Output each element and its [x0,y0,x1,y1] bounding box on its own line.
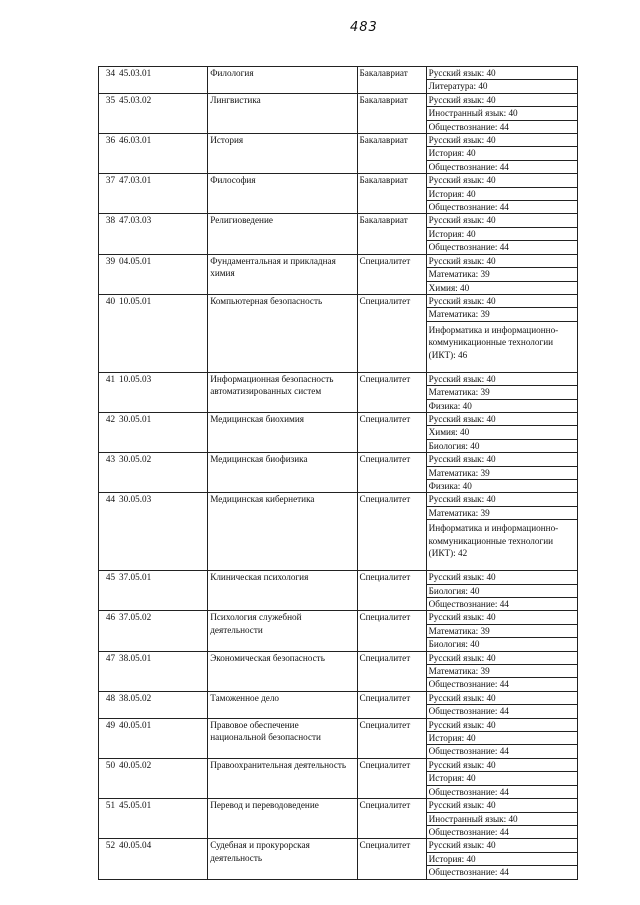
table-row [99,718,578,731]
program-code: 47.03.01 [117,174,208,214]
exam-subject: Русский язык: 40 [426,134,577,147]
row-number: 35 [99,93,118,133]
table-row [99,372,578,385]
program-code: 10.05.01 [117,294,208,372]
exam-subject: Математика: 39 [426,386,577,399]
table-row [99,67,578,80]
table-row [99,412,578,425]
table-row [99,691,578,704]
education-level: Бакалавриат [357,174,426,214]
education-level: Специалитет [357,839,426,879]
row-number: 46 [99,611,118,651]
exam-subject: Обществознание: 44 [426,160,577,173]
table-row [99,571,578,584]
program-name: Психология служебной деятельности [208,611,357,651]
exam-subject: Русский язык: 40 [426,611,577,624]
program-name: Философия [208,174,357,214]
exam-subject: Русский язык: 40 [426,174,577,187]
education-level: Специалитет [357,571,426,611]
exam-subject: Иностранный язык: 40 [426,812,577,825]
education-level: Специалитет [357,651,426,691]
row-number: 38 [99,214,118,254]
exam-subject: Обществознание: 44 [426,201,577,214]
exam-subject: Физика: 40 [426,399,577,412]
row-number: 42 [99,412,118,452]
exam-subject: История: 40 [426,187,577,200]
program-name: Таможенное дело [208,691,357,718]
program-name: Перевод и переводоведение [208,799,357,839]
row-number: 47 [99,651,118,691]
program-code: 30.05.03 [117,493,208,571]
exam-subject: Обществознание: 44 [426,120,577,133]
exam-subject: Русский язык: 40 [426,758,577,771]
row-number: 48 [99,691,118,718]
exam-subject: История: 40 [426,772,577,785]
row-number: 52 [99,839,118,879]
exam-subject: Русский язык: 40 [426,718,577,731]
education-level: Бакалавриат [357,67,426,94]
education-level: Специалитет [357,718,426,758]
exam-subject: Математика: 39 [426,308,577,321]
exam-subject: Русский язык: 40 [426,412,577,425]
exam-subject: Математика: 39 [426,466,577,479]
exam-subject: Литература: 40 [426,80,577,93]
admission-table [98,66,578,880]
table-row [99,799,578,812]
row-number: 41 [99,372,118,412]
exam-subject: Математика: 39 [426,665,577,678]
row-number: 49 [99,718,118,758]
exam-subject: История: 40 [426,227,577,240]
program-code: 46.03.01 [117,134,208,174]
exam-subject: Химия: 40 [426,426,577,439]
program-name: Филология [208,67,357,94]
education-level: Специалитет [357,611,426,651]
row-number: 45 [99,571,118,611]
program-code: 47.03.03 [117,214,208,254]
program-code: 45.03.01 [117,67,208,94]
program-code: 40.05.01 [117,718,208,758]
program-code: 38.05.02 [117,691,208,718]
education-level: Специалитет [357,799,426,839]
table-row [99,254,578,267]
exam-subject: Русский язык: 40 [426,691,577,704]
exam-subject: Русский язык: 40 [426,214,577,227]
row-number: 44 [99,493,118,571]
table-row [99,93,578,106]
exam-subject: Обществознание: 44 [426,705,577,718]
exam-subject: Информатика и информационно-коммуникационные технологии (ИКТ): 46 [426,321,577,372]
table-row [99,758,578,771]
education-level: Специалитет [357,453,426,493]
program-code: 40.05.02 [117,758,208,798]
program-name: Компьютерная безопасность [208,294,357,372]
program-code: 45.03.02 [117,93,208,133]
exam-subject: Биология: 40 [426,584,577,597]
exam-subject: Русский язык: 40 [426,254,577,267]
table-row [99,134,578,147]
exam-subject: Обществознание: 44 [426,598,577,611]
exam-subject: Математика: 39 [426,624,577,637]
exam-subject: Математика: 39 [426,268,577,281]
program-name: Лингвистика [208,93,357,133]
program-code: 30.05.02 [117,453,208,493]
row-number: 40 [99,294,118,372]
exam-subject: Русский язык: 40 [426,453,577,466]
education-level: Специалитет [357,493,426,571]
exam-subject: Русский язык: 40 [426,651,577,664]
exam-subject: Русский язык: 40 [426,571,577,584]
row-number: 43 [99,453,118,493]
exam-subject: Физика: 40 [426,479,577,492]
row-number: 39 [99,254,118,294]
exam-subject: История: 40 [426,732,577,745]
page-number: 483 [350,20,378,35]
exam-subject: Русский язык: 40 [426,493,577,506]
exam-subject: Биология: 40 [426,638,577,651]
education-level: Специалитет [357,294,426,372]
table-row [99,651,578,664]
education-level: Специалитет [357,412,426,452]
exam-subject: Биология: 40 [426,439,577,452]
education-level: Специалитет [357,758,426,798]
exam-subject: Обществознание: 44 [426,241,577,254]
program-code: 40.05.04 [117,839,208,879]
education-level: Бакалавриат [357,93,426,133]
exam-subject: История: 40 [426,852,577,865]
exam-subject: Обществознание: 44 [426,678,577,691]
exam-subject: История: 40 [426,147,577,160]
table-row [99,453,578,466]
program-code: 38.05.01 [117,651,208,691]
program-name: Медицинская кибернетика [208,493,357,571]
education-level: Специалитет [357,691,426,718]
table-row [99,493,578,506]
education-level: Бакалавриат [357,134,426,174]
exam-subject: Иностранный язык: 40 [426,107,577,120]
program-name: Клиническая психология [208,571,357,611]
exam-subject: Русский язык: 40 [426,799,577,812]
exam-subject: Русский язык: 40 [426,294,577,307]
program-name: Медицинская биохимия [208,412,357,452]
row-number: 36 [99,134,118,174]
exam-subject: Обществознание: 44 [426,785,577,798]
exam-subject: Информатика и информационно-коммуникационные технологии (ИКТ): 42 [426,520,577,571]
program-name: Медицинская биофизика [208,453,357,493]
program-name: Фундаментальная и прикладная химия [208,254,357,294]
program-name: Судебная и прокурорская деятельность [208,839,357,879]
program-name: Правовое обеспечение национальной безопасности [208,718,357,758]
program-name: История [208,134,357,174]
exam-subject: Русский язык: 40 [426,839,577,852]
program-name: Правоохранительная деятельность [208,758,357,798]
education-level: Специалитет [357,254,426,294]
row-number: 50 [99,758,118,798]
program-code: 37.05.01 [117,571,208,611]
exam-subject: Русский язык: 40 [426,372,577,385]
program-name: Религиоведение [208,214,357,254]
table-row [99,214,578,227]
program-code: 04.05.01 [117,254,208,294]
exam-subject: Математика: 39 [426,506,577,519]
program-code: 37.05.02 [117,611,208,651]
education-level: Бакалавриат [357,214,426,254]
row-number: 34 [99,67,118,94]
education-level: Специалитет [357,372,426,412]
exam-subject: Русский язык: 40 [426,93,577,106]
program-code: 10.05.03 [117,372,208,412]
program-code: 30.05.01 [117,412,208,452]
table-row [99,611,578,624]
table-row [99,839,578,852]
program-name: Информационная безопасность автоматизированных систем [208,372,357,412]
row-number: 37 [99,174,118,214]
row-number: 51 [99,799,118,839]
table-row [99,294,578,307]
program-name: Экономическая безопасность [208,651,357,691]
table-row [99,174,578,187]
exam-subject: Обществознание: 44 [426,825,577,838]
exam-subject: Русский язык: 40 [426,67,577,80]
table-body [99,67,578,880]
exam-subject: Обществознание: 44 [426,745,577,758]
exam-subject: Химия: 40 [426,281,577,294]
program-code: 45.05.01 [117,799,208,839]
exam-subject: Обществознание: 44 [426,866,577,879]
